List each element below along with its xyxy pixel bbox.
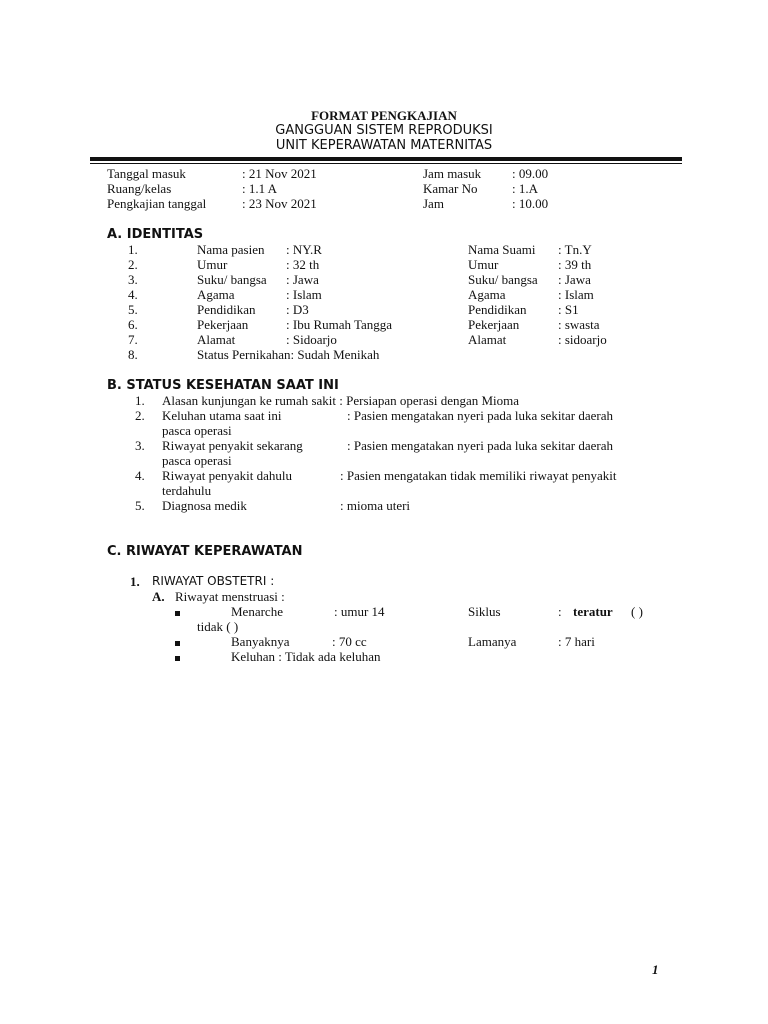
keluhan-utama-value: : Pasien mengatakan nyeri pada luka sekitar daerah <box>347 408 614 423</box>
patient-field-value: : NY.R <box>286 242 322 257</box>
husband-field-value: : Jawa <box>558 272 591 287</box>
riwayat-dahulu-continued: terdahulu <box>162 483 212 498</box>
subsection-letter: A. <box>152 589 165 604</box>
jam-label: Jam <box>423 196 444 211</box>
list-number: 2. <box>135 408 145 423</box>
diagnosa-medik-value: : mioma uteri <box>340 498 411 513</box>
patient-field-label: Agama <box>197 287 235 302</box>
pengkajian-tanggal-label: Pengkajian tanggal <box>107 196 207 211</box>
patient-field-label: Alamat <box>197 332 236 347</box>
husband-field-value: : swasta <box>558 317 600 332</box>
row-number: 2. <box>128 257 138 272</box>
lamanya-value: : 7 hari <box>558 634 595 649</box>
patient-field-value: : 32 th <box>286 257 320 272</box>
row-number: 7. <box>128 332 138 347</box>
riwayat-menstruasi-heading: Riwayat menstruasi : <box>175 589 285 604</box>
siklus-colon: : <box>558 604 562 619</box>
riwayat-dahulu-label: Riwayat penyakit dahulu <box>162 468 292 483</box>
husband-field-value: : Tn.Y <box>558 242 592 257</box>
tanggal-masuk-value: : 21 Nov 2021 <box>242 166 317 181</box>
patient-field-value: : Ibu Rumah Tangga <box>286 317 393 332</box>
list-number: 4. <box>135 468 145 483</box>
header-rule-thick <box>90 157 682 161</box>
patient-field-label: Nama pasien <box>197 242 265 257</box>
kamar-no-label: Kamar No <box>423 181 478 196</box>
jam-value: : 10.00 <box>512 196 549 211</box>
patient-field-value: : Islam <box>286 287 322 302</box>
lamanya-label: Lamanya <box>468 634 517 649</box>
jam-masuk-label: Jam masuk <box>423 166 482 181</box>
husband-field-value: : 39 th <box>558 257 592 272</box>
menarche-label: Menarche <box>231 604 283 619</box>
riwayat-dahulu-value: : Pasien mengatakan tidak memiliki riwayat penyakit <box>340 468 617 483</box>
bullet <box>175 604 180 619</box>
tanggal-masuk-label: Tanggal masuk <box>107 166 186 181</box>
ruang-kelas-label: Ruang/kelas <box>107 181 172 196</box>
pengkajian-tanggal-value: : 23 Nov 2021 <box>242 196 317 211</box>
patient-field-label: Pendidikan <box>197 302 256 317</box>
patient-field-label: Pekerjaan <box>197 317 249 332</box>
document-title: FORMAT PENGKAJIAN <box>311 108 457 123</box>
siklus-value: teratur <box>573 604 613 619</box>
jam-masuk-value: : 09.00 <box>512 166 549 181</box>
riwayat-obstetri-heading: RIWAYAT OBSTETRI : <box>152 574 275 588</box>
husband-field-value: : S1 <box>558 302 579 317</box>
husband-field-value: : sidoarjo <box>558 332 607 347</box>
row-number: 3. <box>128 272 138 287</box>
bullet <box>175 649 180 664</box>
husband-field-label: Alamat <box>468 332 507 347</box>
bullet <box>175 634 180 649</box>
section-a-heading: A. IDENTITAS <box>107 227 204 242</box>
patient-field-label: Umur <box>197 257 228 272</box>
husband-field-label: Nama Suami <box>468 242 536 257</box>
row-number: 5. <box>128 302 138 317</box>
patient-field-value: : D3 <box>286 302 309 317</box>
husband-field-label: Agama <box>468 287 506 302</box>
keluhan-utama-continued: pasca operasi <box>162 423 232 438</box>
section-b-heading: B. STATUS KESEHATAN SAAT INI <box>107 378 339 393</box>
kamar-no-value: : 1.A <box>512 181 538 196</box>
ruang-kelas-value: : 1.1 A <box>242 181 278 196</box>
patient-field-value: : Sidoarjo <box>286 332 337 347</box>
marital-status: Status Pernikahan: Sudah Menikah <box>197 347 380 362</box>
banyaknya-value: : 70 cc <box>332 634 367 649</box>
riwayat-sekarang-value: : Pasien mengatakan nyeri pada luka sekitar daerah <box>347 438 614 453</box>
row-number: 6. <box>128 317 138 332</box>
row-number: 4. <box>128 287 138 302</box>
tidak-option: tidak ( ) <box>197 619 239 634</box>
siklus-checkbox: ( ) <box>631 604 643 619</box>
keluhan-menstruasi: Keluhan : Tidak ada keluhan <box>231 649 381 664</box>
husband-field-value: : Islam <box>558 287 594 302</box>
row-number: 8. <box>128 347 138 362</box>
section-c-heading: C. RIWAYAT KEPERAWATAN <box>107 544 303 559</box>
riwayat-sekarang-continued: pasca operasi <box>162 453 232 468</box>
list-number: 1. <box>135 393 145 408</box>
subsection-number: 1. <box>130 574 140 589</box>
siklus-label: Siklus <box>468 604 501 619</box>
document-subtitle-1: GANGGUAN SISTEM REPRODUKSI <box>275 123 493 138</box>
page-number: 1 <box>652 962 659 977</box>
list-number: 3. <box>135 438 145 453</box>
patient-field-label: Suku/ bangsa <box>197 272 267 287</box>
alasan-kunjungan: Alasan kunjungan ke rumah sakit : Persiapan operasi dengan Mioma <box>162 393 520 408</box>
header-rule-thin <box>90 163 682 164</box>
husband-field-label: Pekerjaan <box>468 317 520 332</box>
riwayat-sekarang-label: Riwayat penyakit sekarang <box>162 438 303 453</box>
husband-field-label: Umur <box>468 257 499 272</box>
banyaknya-label: Banyaknya <box>231 634 290 649</box>
row-number: 1. <box>128 242 138 257</box>
keluhan-utama-label: Keluhan utama saat ini <box>162 408 282 423</box>
husband-field-label: Pendidikan <box>468 302 527 317</box>
menarche-value: : umur 14 <box>334 604 385 619</box>
list-number: 5. <box>135 498 145 513</box>
diagnosa-medik-label: Diagnosa medik <box>162 498 247 513</box>
patient-field-value: : Jawa <box>286 272 319 287</box>
document-subtitle-2: UNIT KEPERAWATAN MATERNITAS <box>275 138 493 153</box>
husband-field-label: Suku/ bangsa <box>468 272 538 287</box>
